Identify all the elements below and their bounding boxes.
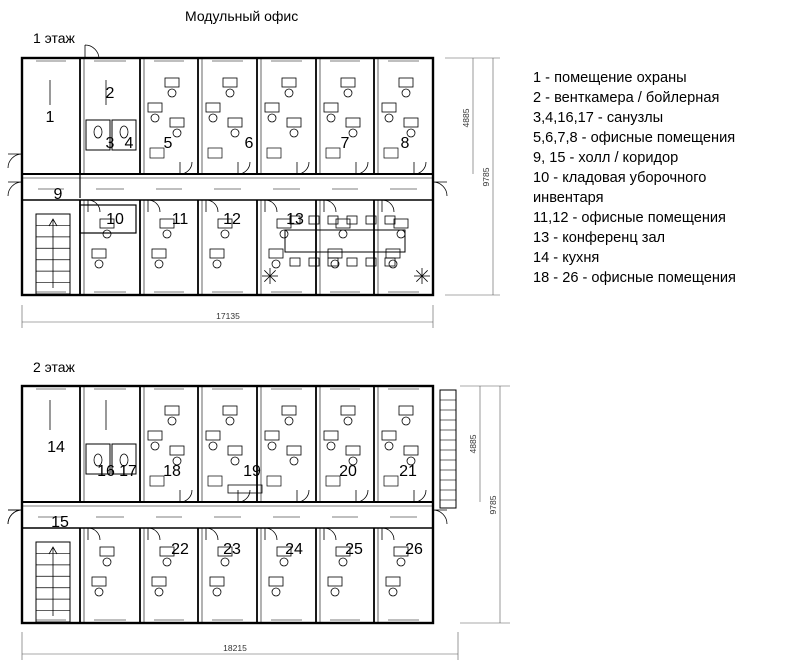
chair-icon <box>268 442 276 450</box>
desk-icon <box>223 78 237 87</box>
door-icon <box>88 200 100 212</box>
chair-icon <box>280 230 288 238</box>
desk-icon <box>382 431 396 440</box>
chair-icon <box>349 129 357 137</box>
room-number: 17 <box>119 463 137 480</box>
chair-icon <box>272 260 280 268</box>
chair-icon <box>327 442 335 450</box>
desk-icon <box>152 577 166 586</box>
chair-icon <box>327 114 335 122</box>
desk-icon <box>287 118 301 127</box>
chair-icon <box>339 558 347 566</box>
desk-icon <box>152 249 166 258</box>
door-icon <box>8 182 22 196</box>
room-number: 1 <box>45 109 55 126</box>
room-number: 25 <box>345 541 363 558</box>
chair-icon <box>389 260 397 268</box>
desk-icon <box>165 406 179 415</box>
dimension-label: 17135 <box>216 311 240 321</box>
desk-icon <box>148 103 162 112</box>
door-icon <box>356 162 368 174</box>
door-icon <box>238 490 250 502</box>
desk-icon <box>265 431 279 440</box>
desk-icon <box>269 577 283 586</box>
desk-icon <box>92 577 106 586</box>
chair-icon <box>385 114 393 122</box>
plant-icon <box>270 276 276 282</box>
cabinet-icon <box>208 476 222 486</box>
cabinet-icon <box>267 476 281 486</box>
dimension-label: 4885 <box>461 108 471 128</box>
chair-icon <box>95 588 103 596</box>
chair-icon <box>385 442 393 450</box>
chair-icon <box>385 216 395 224</box>
desk-icon <box>386 249 400 258</box>
chair-icon <box>344 417 352 425</box>
legend <box>533 68 736 288</box>
chair-icon <box>155 260 163 268</box>
door-icon <box>382 200 394 212</box>
chair-icon <box>151 442 159 450</box>
desk-icon <box>399 78 413 87</box>
plant-icon <box>422 276 428 282</box>
plant-icon <box>264 276 270 282</box>
room-number: 20 <box>339 463 357 480</box>
legend-item: 11,12 - офисные помещения <box>533 210 726 226</box>
door-icon <box>148 200 160 212</box>
cabinet-icon <box>267 148 281 158</box>
chair-icon <box>309 216 319 224</box>
desk-icon <box>170 446 184 455</box>
chair-icon <box>221 230 229 238</box>
chair-icon <box>290 258 300 266</box>
legend-item: 14 - кухня <box>533 250 600 266</box>
outer-wall <box>22 386 433 623</box>
plant-icon <box>264 270 270 276</box>
chair-icon <box>103 230 111 238</box>
chair-icon <box>226 89 234 97</box>
chair-icon <box>173 129 181 137</box>
legend-item: 5,6,7,8 - офисные помещения <box>533 130 736 146</box>
legend-item: 1 - помещение охраны <box>533 70 687 86</box>
room-number: 19 <box>243 463 261 480</box>
door-icon <box>8 510 22 524</box>
desk-icon <box>206 103 220 112</box>
desk-icon <box>324 103 338 112</box>
dimension-label: 9785 <box>488 495 498 515</box>
chair-icon <box>168 89 176 97</box>
room-number: 22 <box>171 541 189 558</box>
door-icon <box>433 510 447 524</box>
chair-icon <box>231 457 239 465</box>
chair-icon <box>209 114 217 122</box>
room-number: 14 <box>47 439 65 456</box>
room-number: 13 <box>286 211 304 228</box>
chair-icon <box>168 417 176 425</box>
desk-icon <box>346 118 360 127</box>
desk-icon <box>170 118 184 127</box>
desk-icon <box>282 406 296 415</box>
door-icon <box>88 528 100 540</box>
room-number: 7 <box>340 135 350 152</box>
room-number: 15 <box>51 514 69 531</box>
chair-icon <box>331 588 339 596</box>
room-number: 6 <box>244 135 254 152</box>
chair-icon <box>309 258 319 266</box>
chair-icon <box>163 558 171 566</box>
floor-1-plan <box>8 45 500 328</box>
floor-2-plan <box>8 386 510 660</box>
plant-icon <box>416 276 422 282</box>
desk-icon <box>100 547 114 556</box>
desk-icon <box>382 103 396 112</box>
room-number: 21 <box>399 463 417 480</box>
chair-icon <box>151 114 159 122</box>
cabinet-icon <box>384 148 398 158</box>
cabinet-icon <box>326 148 340 158</box>
desk-icon <box>386 577 400 586</box>
chair-icon <box>280 558 288 566</box>
door-icon <box>297 162 309 174</box>
floor-1-label: 1 этаж <box>33 30 75 46</box>
desk-icon <box>346 446 360 455</box>
legend-item: 10 - кладовая уборочного <box>533 170 707 186</box>
desk-icon <box>341 406 355 415</box>
desk-icon <box>210 249 224 258</box>
legend-item: 9, 15 - холл / коридор <box>533 150 679 166</box>
dimension-label: 9785 <box>481 167 491 187</box>
cabinet-icon <box>208 148 222 158</box>
dimension-label: 4885 <box>468 434 478 454</box>
chair-icon <box>328 258 338 266</box>
outer-wall <box>22 58 433 295</box>
legend-item: 18 - 26 - офисные помещения <box>533 270 736 286</box>
plant-icon <box>416 270 422 276</box>
cabinet-icon <box>150 148 164 158</box>
chair-icon <box>402 89 410 97</box>
chair-icon <box>285 89 293 97</box>
room-number: 8 <box>400 135 410 152</box>
cabinet-icon <box>150 476 164 486</box>
chair-icon <box>344 89 352 97</box>
door-icon <box>206 200 218 212</box>
cabinet-icon <box>384 476 398 486</box>
desk-icon <box>404 446 418 455</box>
room-number: 16 <box>97 463 115 480</box>
legend-item: 2 - венткамера / бойлерная <box>533 90 720 106</box>
plant-icon <box>270 270 276 276</box>
room-number: 9 <box>53 186 63 203</box>
door-icon <box>324 200 336 212</box>
door-icon <box>356 490 368 502</box>
desk-icon <box>324 431 338 440</box>
chair-icon <box>389 588 397 596</box>
desk-icon <box>210 577 224 586</box>
page-title: Модульный офис <box>185 8 299 24</box>
cabinet-icon <box>326 476 340 486</box>
room-number: 5 <box>163 135 173 152</box>
chair-icon <box>103 558 111 566</box>
chair-icon <box>285 417 293 425</box>
desk-icon <box>148 431 162 440</box>
room-number: 2 <box>105 85 115 102</box>
chair-icon <box>226 417 234 425</box>
desk-icon <box>269 249 283 258</box>
legend-item: 13 - конференц зал <box>533 230 666 246</box>
chair-icon <box>402 417 410 425</box>
door-icon <box>265 528 277 540</box>
room-number: 11 <box>171 211 189 228</box>
desk-icon <box>265 103 279 112</box>
chair-icon <box>290 129 298 137</box>
desk-icon <box>228 118 242 127</box>
chair-icon <box>397 558 405 566</box>
door-icon <box>265 200 277 212</box>
door-icon <box>238 162 250 174</box>
dimension-label: 18215 <box>223 643 247 653</box>
chair-icon <box>213 588 221 596</box>
chair-icon <box>213 260 221 268</box>
chair-icon <box>347 258 357 266</box>
room-number: 23 <box>223 541 241 558</box>
room-number: 24 <box>285 541 303 558</box>
desk-icon <box>92 249 106 258</box>
chair-icon <box>290 457 298 465</box>
desk-icon <box>341 78 355 87</box>
room-number: 4 <box>124 135 134 152</box>
desk-icon <box>404 118 418 127</box>
chair-icon <box>272 588 280 596</box>
chair-icon <box>163 230 171 238</box>
room-number: 18 <box>163 463 181 480</box>
door-icon <box>382 528 394 540</box>
room-number: 3 <box>105 135 115 152</box>
chair-icon <box>339 230 347 238</box>
chair-icon <box>231 129 239 137</box>
desk-icon <box>282 78 296 87</box>
door-icon <box>414 490 426 502</box>
door-icon <box>324 528 336 540</box>
chair-icon <box>221 558 229 566</box>
desk-icon <box>287 446 301 455</box>
room-number: 26 <box>405 541 423 558</box>
legend-item: инвентаря <box>533 190 604 206</box>
door-icon <box>180 162 192 174</box>
desk-icon <box>328 577 342 586</box>
door-icon <box>206 528 218 540</box>
chair-icon <box>209 442 217 450</box>
desk-icon <box>228 446 242 455</box>
desk-icon <box>223 406 237 415</box>
chair-icon <box>268 114 276 122</box>
chair-icon <box>95 260 103 268</box>
desk-icon <box>394 219 408 228</box>
room-number: 10 <box>106 211 124 228</box>
toilet-icon <box>94 126 102 138</box>
desk-icon <box>206 431 220 440</box>
room-number: 12 <box>223 211 241 228</box>
desk-icon <box>399 406 413 415</box>
door-icon <box>414 162 426 174</box>
door-icon <box>433 182 447 196</box>
door-icon <box>8 154 22 168</box>
desk-icon <box>165 78 179 87</box>
floor-2-label: 2 этаж <box>33 359 75 375</box>
desk-icon <box>328 249 342 258</box>
door-icon <box>180 490 192 502</box>
door-icon <box>148 528 160 540</box>
chair-icon <box>155 588 163 596</box>
plant-icon <box>422 270 428 276</box>
legend-item: 3,4,16,17 - санузлы <box>533 110 664 126</box>
door-icon <box>297 490 309 502</box>
chair-icon <box>397 230 405 238</box>
